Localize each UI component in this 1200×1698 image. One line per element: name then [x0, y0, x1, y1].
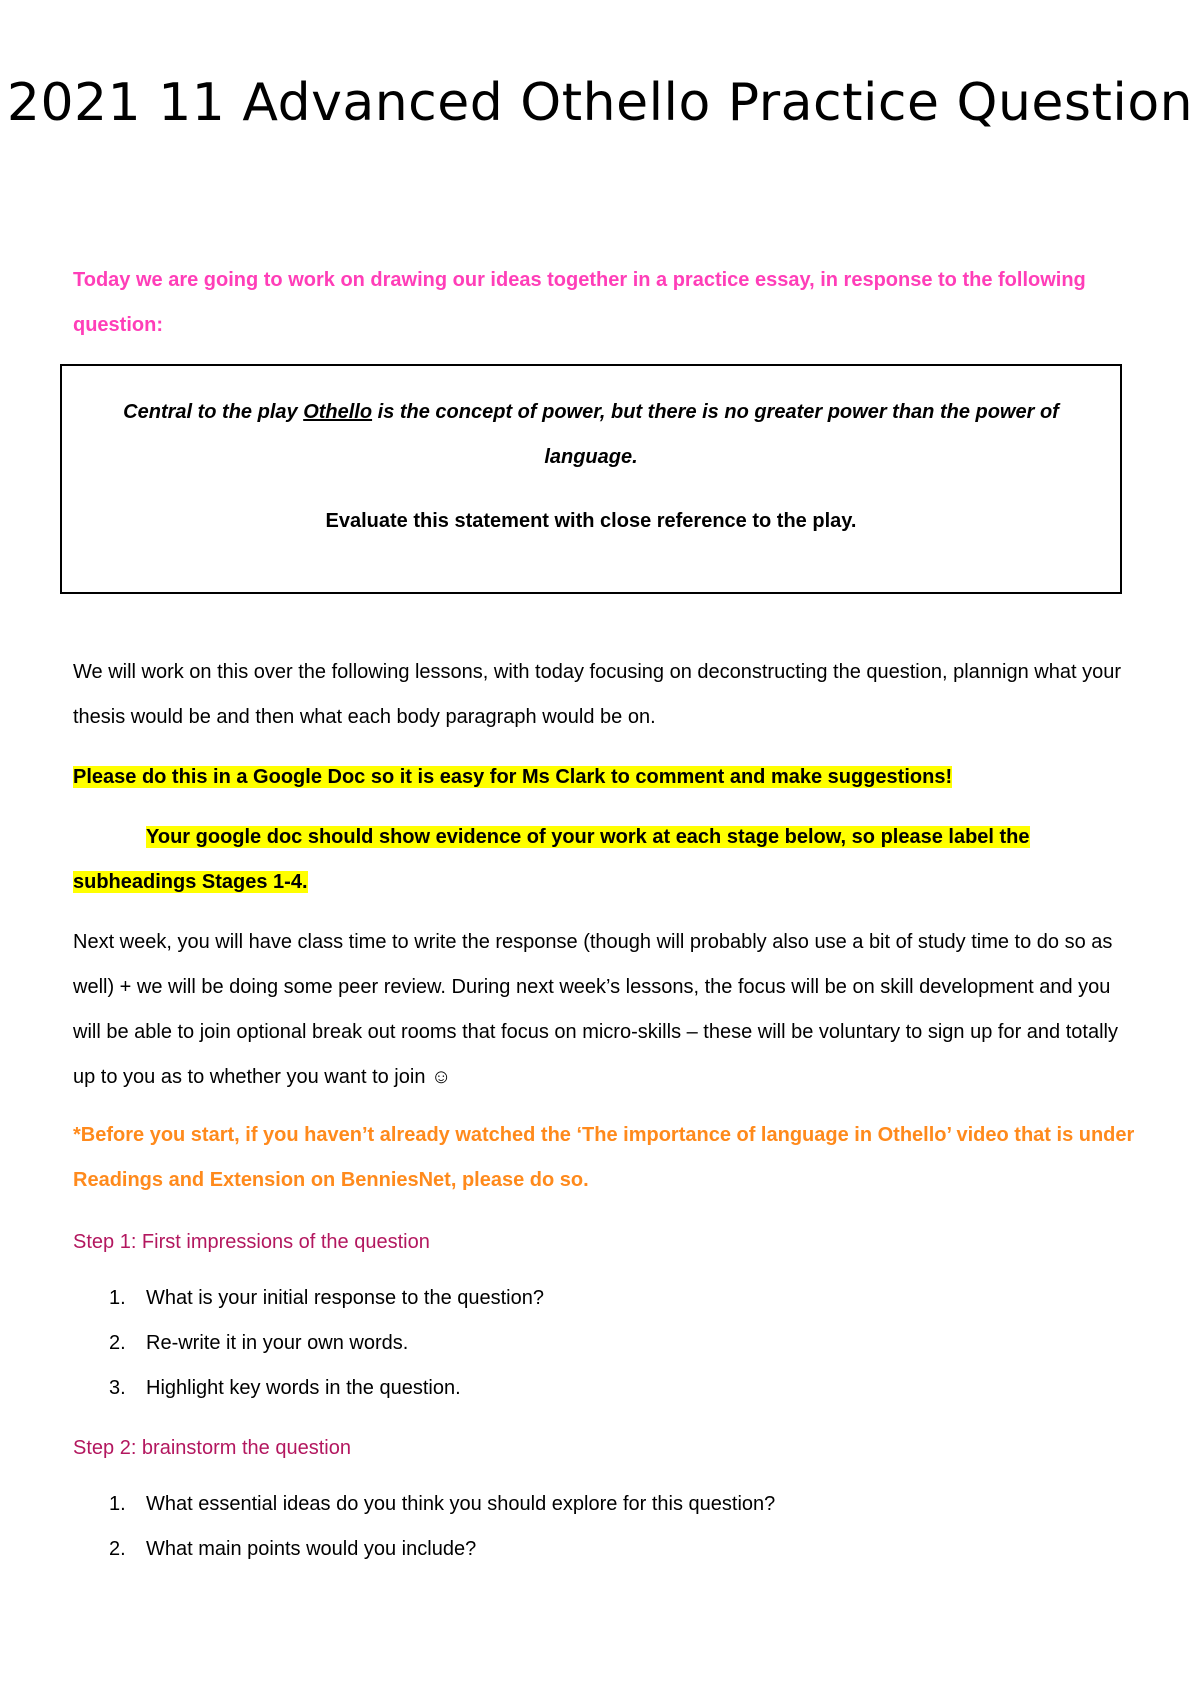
step2-heading: Step 2: brainstorm the question — [73, 1437, 351, 1459]
question-part2: is the concept of power, but there is no greater power than the power of language. — [372, 401, 1059, 468]
paragraph-next-week: Next week, you will have class time to write the response (though will probably also use a bit of study time to do so as well) + we will be doing some peer review. During next week’s lessons, the focus will be on skill development and you will be able to join optional break out rooms that focus on micro-skills – these will be voluntary to sign up for and totally up to you as to whether you want to join ☺ — [73, 931, 1118, 1088]
list-item: 1. What is your initial response to the question? — [109, 1287, 544, 1309]
intro-text: Today we are going to work on drawing our ideas together in a practice essay, in response to the following question: — [73, 269, 1086, 336]
question-part1: Central to the play — [123, 401, 304, 423]
step1-list — [73, 1276, 1141, 1411]
question-statement — [82, 390, 1100, 480]
list-item: 2. What main points would you include? — [109, 1538, 477, 1560]
note-before-start: *Before you start, if you haven’t already watched the ‘The importance of language in Othello’ video that is under Readings and Extension on BenniesNet, please do so. — [73, 1124, 1135, 1191]
paragraph-lessons: We will work on this over the following lessons, with today focusing on deconstructing the question, plannign what your thesis would be and then what each body paragraph would be on. — [73, 661, 1121, 728]
highlight-text-2: Your google doc should show evidence of your work at each stage below, so please label the subheadings Stages 1-4. — [73, 826, 1030, 893]
step2-list — [73, 1482, 1141, 1572]
list-item: 3. Highlight key words in the question. — [109, 1377, 461, 1399]
highlight-text-1: Please do this in a Google Doc so it is easy for Ms Clark to comment and make suggestions! — [73, 766, 953, 788]
step1-heading: Step 1: First impressions of the question — [73, 1231, 430, 1253]
page-title: 2021 11 Advanced Othello Practice Question — [6, 73, 1194, 133]
highlight-google-doc — [73, 755, 1141, 800]
list-item: 1. What essential ideas do you think you should explore for this question? — [109, 1493, 776, 1515]
question-box — [60, 364, 1122, 594]
question-task: Evaluate this statement with close reference to the play. — [325, 510, 857, 532]
list-item: 2. Re-write it in your own words. — [109, 1332, 409, 1354]
question-play-title: Othello — [303, 401, 373, 423]
highlight-stages — [73, 815, 1141, 905]
